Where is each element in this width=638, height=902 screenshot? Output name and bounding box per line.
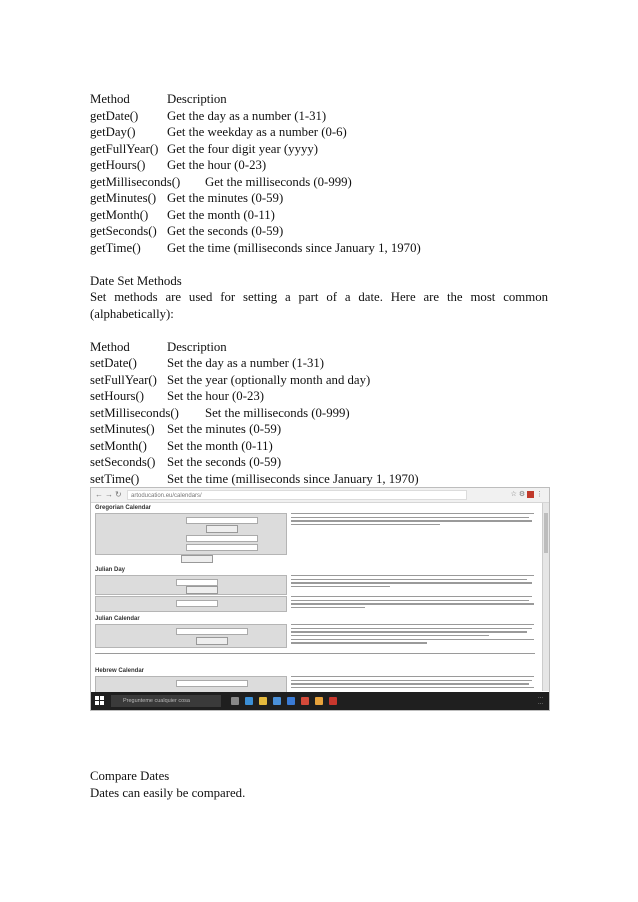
table-row	[90, 421, 548, 438]
word-icon[interactable]	[287, 697, 295, 705]
table-row	[90, 471, 548, 488]
table-header	[90, 91, 548, 108]
windows-taskbar	[91, 692, 549, 710]
method-header: Method	[90, 92, 130, 106]
description-header: Description	[167, 339, 227, 354]
section-text: Dates can easily be compared.	[90, 785, 246, 800]
method-description: Get the milliseconds (0-999)	[205, 174, 352, 189]
section-heading: Gregorian Calendar	[95, 505, 152, 511]
description-text-block	[291, 624, 539, 646]
method-description: Set the month (0-11)	[167, 438, 273, 453]
method-description: Get the day as a number (1-31)	[167, 108, 327, 123]
date-field[interactable]	[176, 680, 248, 687]
section-heading: Julian Calendar	[95, 616, 140, 622]
embedded-screenshot	[90, 487, 550, 711]
method-description: Set the seconds (0-59)	[167, 455, 282, 469]
description-text-block	[291, 676, 539, 691]
section-heading: Compare Dates	[90, 769, 170, 783]
calculate-button[interactable]	[186, 586, 218, 594]
back-icon[interactable]: ←	[95, 490, 103, 499]
calculate-button[interactable]	[206, 525, 238, 533]
method-name: getTime()	[90, 240, 141, 255]
table-row	[90, 372, 548, 389]
table-row	[90, 124, 548, 141]
method-description: Get the time (milliseconds since January 1, 1970)	[167, 240, 421, 255]
table-row	[90, 405, 548, 422]
taskbar-search-box[interactable]: Pregunteme cualquier cosa	[111, 695, 221, 707]
file-explorer-icon[interactable]	[259, 697, 267, 705]
weekday-field[interactable]	[186, 544, 258, 551]
method-description: Set the year (optionally month and day)	[167, 372, 371, 387]
time-field[interactable]	[186, 535, 258, 542]
method-header: Method	[90, 339, 130, 354]
description-text-block	[291, 575, 539, 590]
calculate-button[interactable]	[181, 555, 213, 563]
section-heading: Julian Day	[95, 567, 126, 573]
method-name: setMonth()	[90, 438, 147, 453]
method-description: Set the minutes (0-59)	[167, 422, 282, 436]
reload-icon[interactable]: ↻	[115, 490, 122, 499]
method-name: setMilliseconds()	[90, 405, 179, 420]
method-name: getDay()	[90, 125, 136, 139]
description-text-block	[291, 596, 539, 611]
method-description: Set the milliseconds (0-999)	[205, 405, 350, 420]
section-intro: Set methods are used for setting a part of a date. Here are the most common (alphabetically):	[90, 290, 548, 321]
method-description: Set the time (milliseconds since January 1, 1970)	[167, 471, 419, 486]
table-row	[90, 190, 548, 207]
method-description: Get the four digit year (yyyy)	[167, 141, 319, 156]
method-name: setTime()	[90, 471, 140, 486]
julian-day-form	[95, 575, 287, 595]
store-icon[interactable]	[273, 697, 281, 705]
modified-julian-day-field[interactable]	[176, 600, 218, 607]
windows-start-icon[interactable]	[95, 696, 105, 706]
method-name: getMilliseconds()	[90, 174, 181, 189]
description-text-block	[95, 653, 539, 657]
compare-section	[90, 768, 245, 801]
method-name: getFullYear()	[90, 141, 159, 156]
method-name: getDate()	[90, 108, 139, 123]
method-description: Get the month (0-11)	[167, 207, 275, 222]
extension-icon[interactable]	[527, 491, 534, 498]
section-heading: Date Set Methods	[90, 273, 182, 288]
method-name: setHours()	[90, 389, 145, 403]
table-row	[90, 454, 548, 471]
table-row	[90, 141, 548, 158]
edge-icon[interactable]	[245, 697, 253, 705]
table-header	[90, 339, 548, 356]
table-row	[90, 438, 548, 455]
julian-day-field[interactable]	[176, 579, 218, 586]
method-name: getSeconds()	[90, 224, 157, 238]
gregorian-form	[95, 513, 287, 555]
browser-extension-icons: ☆ ⚙ ⋮	[510, 491, 543, 498]
acrobat-icon[interactable]	[329, 697, 337, 705]
description-text-block	[291, 513, 539, 528]
method-description: Set the day as a number (1-31)	[167, 356, 325, 370]
table-row	[90, 174, 548, 191]
method-description: Get the weekday as a number (0-6)	[167, 125, 347, 139]
modified-julian-form	[95, 596, 287, 612]
address-bar[interactable]: artoducation.eu/calendars/	[127, 490, 467, 500]
table-row	[90, 108, 548, 125]
get-methods-table	[90, 91, 548, 487]
taskbar-clock: ··· ···	[538, 695, 543, 707]
scrollbar[interactable]	[542, 503, 549, 691]
method-description: Set the hour (0-23)	[167, 389, 265, 403]
description-header: Description	[167, 92, 227, 106]
method-description: Get the hour (0-23)	[167, 158, 267, 172]
powerpoint-icon[interactable]	[301, 697, 309, 705]
method-name: setMinutes()	[90, 422, 155, 436]
method-description: Get the seconds (0-59)	[167, 224, 284, 238]
date-field[interactable]	[186, 517, 258, 524]
calculate-button[interactable]	[196, 637, 228, 645]
method-name: setFullYear()	[90, 372, 157, 387]
table-row	[90, 223, 548, 240]
table-row	[90, 157, 548, 174]
method-name: getHours()	[90, 158, 146, 172]
julian-calendar-form	[95, 624, 287, 648]
date-field[interactable]	[176, 628, 248, 635]
forward-icon[interactable]: →	[105, 490, 113, 499]
method-description: Get the minutes (0-59)	[167, 191, 284, 205]
table-row	[90, 355, 548, 372]
method-name: setDate()	[90, 356, 137, 370]
calendar-page	[91, 503, 543, 691]
method-name: getMinutes()	[90, 191, 157, 205]
method-name: getMonth()	[90, 207, 149, 222]
table-row	[90, 388, 548, 405]
table-row	[90, 207, 548, 224]
chrome-icon[interactable]	[315, 697, 323, 705]
method-name: setSeconds()	[90, 455, 156, 469]
task-view-icon[interactable]	[231, 697, 239, 705]
section-heading: Hebrew Calendar	[95, 668, 145, 674]
browser-toolbar	[91, 488, 549, 503]
table-row	[90, 240, 548, 257]
